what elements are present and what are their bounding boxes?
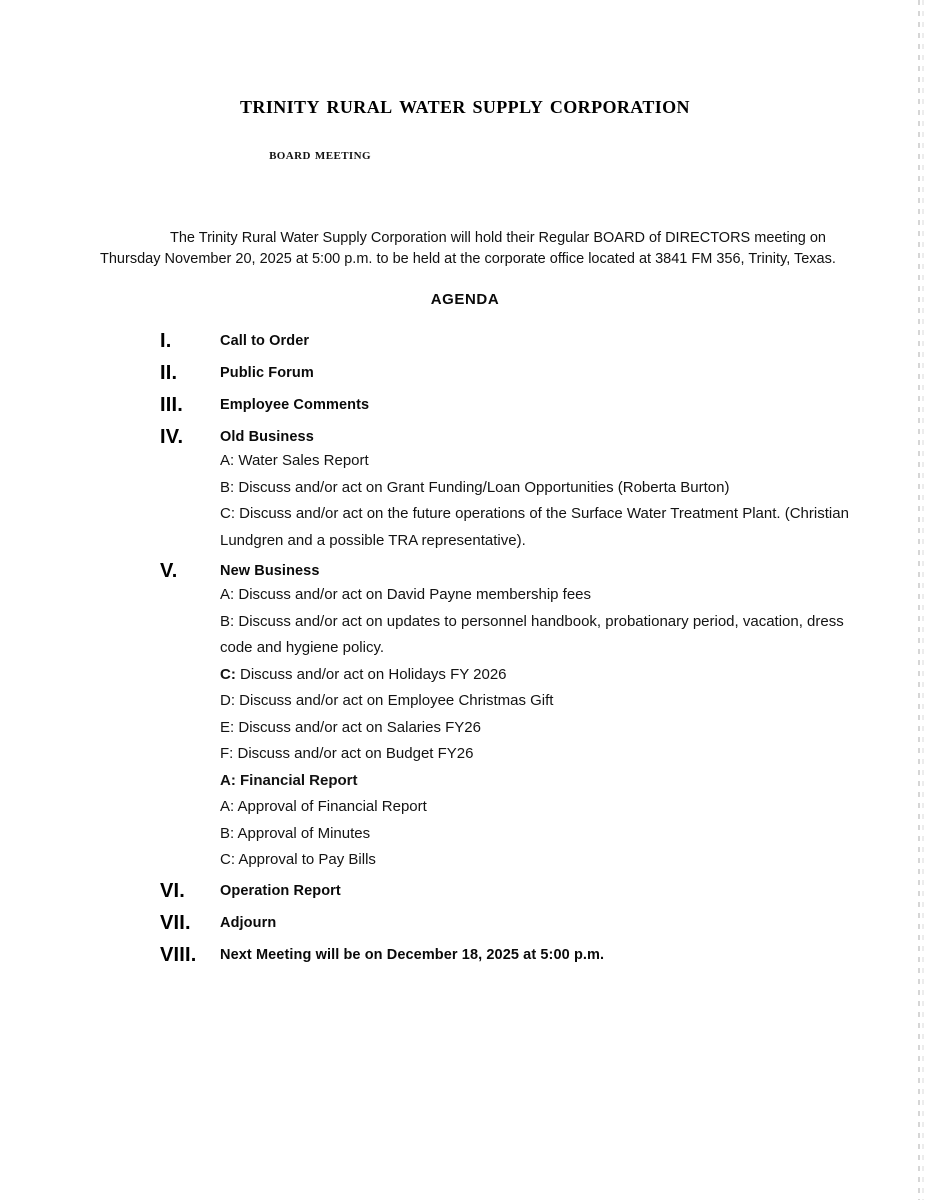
agenda-subitem-prefix: F:: [220, 745, 234, 762]
meeting-notice-paragraph: The Trinity Rural Water Supply Corporation will hold their Regular BOARD of DIRECTORS meeting on Thursday November 20, 2025 at 5:00 p.m. to be held at the corporate office located at 3841 FM 356, Trinity, Texas.: [100, 230, 836, 267]
agenda-item: [0, 944, 930, 976]
agenda-item-numeral: V.: [160, 560, 178, 582]
agenda-item-label: Adjourn: [220, 914, 277, 931]
agenda-item: [0, 330, 930, 362]
agenda-list: [0, 330, 930, 976]
agenda-subitem-prefix: A:: [220, 586, 235, 603]
agenda-item-label: Next Meeting will be on December 18, 2025 at 5:00 p.m.: [220, 946, 605, 963]
agenda-item-label: Operation Report: [220, 882, 341, 899]
agenda-subitem-prefix: D:: [220, 692, 235, 709]
agenda-item-numeral: I.: [160, 330, 172, 352]
agenda-subitem-text: Discuss and/or act on Employee Christmas Gift: [235, 692, 554, 709]
agenda-subitem: [220, 741, 860, 768]
agenda-item: [0, 426, 930, 560]
agenda-item-numeral: VI.: [160, 879, 186, 902]
agenda-subitem-prefix: E:: [220, 718, 235, 736]
agenda-subitem: [220, 847, 860, 874]
agenda-subitem-text: Discuss and/or act on updates to personnel handbook, probationary period, vacation, dress code and hygiene policy.: [220, 612, 844, 656]
agenda-item: [0, 880, 930, 912]
agenda-subitem-text: Discuss and/or act on Holidays FY 2026: [235, 665, 507, 683]
agenda-subitem: [220, 475, 860, 502]
agenda-subitem-prefix: C:: [220, 665, 236, 683]
agenda-subitem-text: Discuss and/or act on David Payne membership fees: [234, 586, 592, 603]
agenda-item: [0, 560, 930, 880]
agenda-subitem: [220, 609, 860, 662]
agenda-item-label: Call to Order: [220, 333, 310, 349]
agenda-item-numeral: IV.: [160, 426, 184, 448]
agenda-subitem-prefix: B:: [220, 478, 235, 496]
agenda-subitem-text: Approval of Minutes: [234, 824, 371, 842]
document-title-block: [0, 92, 930, 168]
agenda-item-numeral: VII.: [160, 911, 191, 934]
agenda-subitem-text: Approval to Pay Bills: [235, 851, 376, 868]
agenda-subitem-prefix: A:: [220, 452, 235, 469]
agenda-subitem: [220, 448, 860, 475]
meeting-subtitle: board meeting: [269, 146, 371, 163]
agenda-subitem-text: Discuss and/or act on Grant Funding/Loan Opportunities (Roberta Burton): [234, 478, 730, 496]
agenda-item-numeral: III.: [160, 394, 184, 416]
agenda-item: [0, 362, 930, 394]
agenda-subitem-text: Discuss and/or act on Budget FY26: [233, 745, 474, 762]
agenda-subitem-text: Financial Report: [235, 771, 358, 789]
agenda-item: [0, 394, 930, 426]
agenda-subitem: [220, 794, 860, 821]
agenda-subitem-list: [220, 448, 930, 554]
agenda-subitem: [220, 501, 860, 554]
agenda-subitem-prefix: C:: [220, 505, 235, 522]
agenda-subitem-prefix: B:: [220, 612, 235, 630]
agenda-subitem-prefix: B:: [220, 824, 235, 842]
agenda-item: [0, 912, 930, 944]
agenda-item-label: Public Forum: [220, 365, 314, 381]
agenda-item-label: Old Business: [220, 429, 314, 445]
agenda-subitem-text: Approval of Financial Report: [234, 798, 427, 815]
agenda-subitem: [220, 768, 860, 795]
agenda-subitem-text: Discuss and/or act on the future operations of the Surface Water Treatment Plant. (Christian Lundgren and a possible TRA representative).: [220, 505, 849, 549]
agenda-heading: AGENDA: [430, 291, 500, 308]
agenda-subitem-text: Water Sales Report: [234, 452, 369, 469]
agenda-subitem-prefix: C:: [220, 851, 235, 868]
agenda-subitem-text: Discuss and/or act on Salaries FY26: [234, 718, 481, 736]
agenda-subitem: [220, 688, 860, 715]
agenda-subitem-list: [220, 582, 930, 874]
agenda-subitem-prefix: A:: [220, 771, 236, 789]
agenda-item-label: Employee Comments: [220, 397, 370, 413]
agenda-item-numeral: II.: [160, 362, 178, 384]
agenda-subitem: [220, 715, 860, 742]
organization-title: trinity rural water supply corporation: [240, 92, 690, 119]
agenda-subitem: [220, 582, 860, 609]
agenda-subitem: [220, 821, 860, 848]
agenda-subitem: [220, 662, 860, 689]
agenda-item-label: New Business: [220, 563, 320, 579]
agenda-item-numeral: VIII.: [160, 943, 197, 966]
agenda-subitem-prefix: A:: [220, 798, 235, 815]
